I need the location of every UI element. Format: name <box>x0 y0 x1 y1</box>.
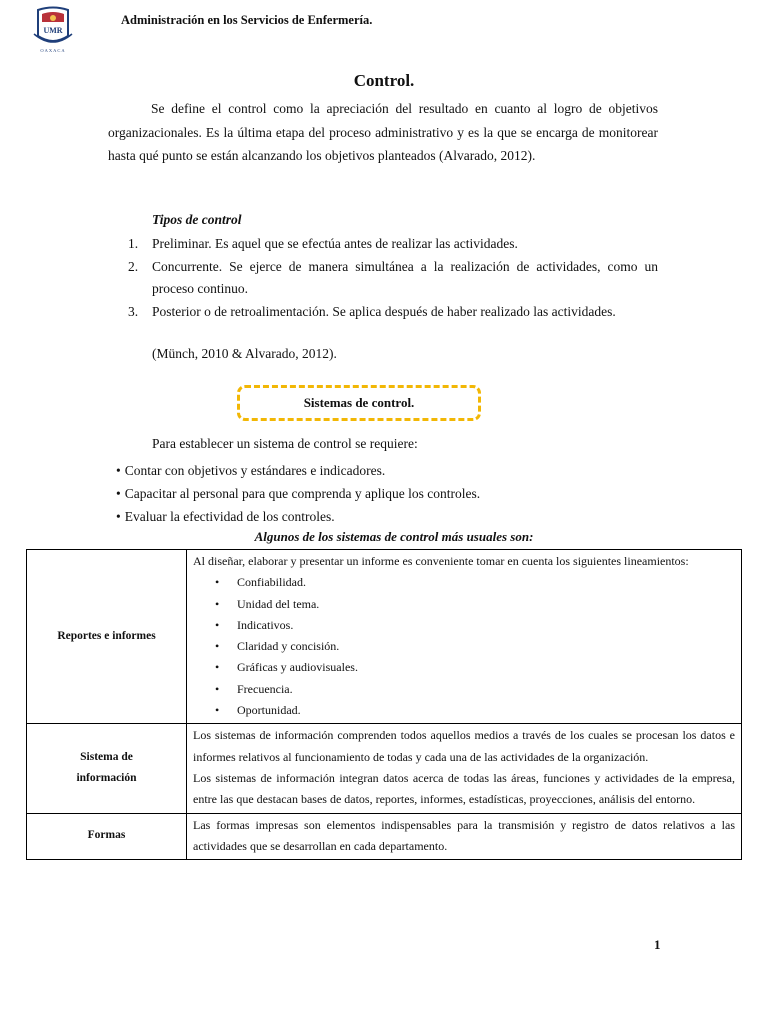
row-label: Reportes e informes <box>27 550 187 724</box>
table-row <box>27 550 742 724</box>
tipos-item-text: Posterior o de retroalimentación. Se aplica después de haber realizado las actividades. <box>152 303 616 319</box>
row-label: Formas <box>27 813 187 860</box>
guideline-item: • Oportunidad. <box>237 700 735 721</box>
tipos-item-number: 2. <box>128 258 139 274</box>
table-caption: Algunos de los sistemas de control más usuales son: <box>254 529 534 544</box>
requirements-intro: Para establecer un sistema de control se requiere: <box>152 436 418 451</box>
tipos-item-number: 3. <box>128 303 139 319</box>
guideline-item: • Indicativos. <box>237 615 735 636</box>
row-label <box>27 724 187 813</box>
guidelines-list <box>193 572 735 721</box>
bullet-icon: • <box>116 463 121 478</box>
row-description <box>187 813 742 860</box>
citation: (Münch, 2010 & Alvarado, 2012). <box>152 346 337 361</box>
requirement-text: Capacitar al personal para que comprenda y aplique los controles. <box>124 486 481 501</box>
sistemas-box-label: Sistemas de control. <box>303 395 415 410</box>
guideline-item: • Claridad y concisión. <box>237 636 735 657</box>
guideline-item: • Confiabilidad. <box>237 572 735 593</box>
row-paragraph: Los sistemas de información comprenden todos aquellos medios a través de los cuales se procesan los datos e informes relativos al funcionamiento de todas y cada una de las actividades de la organización. <box>193 728 735 764</box>
row-description <box>187 550 742 724</box>
guideline-item: • Gráficas y audiovisuales. <box>237 657 735 678</box>
row-description <box>187 724 742 813</box>
requirement-item <box>116 459 480 482</box>
control-systems-table <box>26 549 742 860</box>
tipos-item-number: 1. <box>128 236 139 251</box>
tipos-heading: Tipos de control <box>152 212 242 227</box>
tipos-item <box>108 301 658 324</box>
tipos-item-text: Preliminar. Es aquel que se efectúa antes de realizar las actividades. <box>152 236 518 251</box>
requirement-item <box>116 482 480 505</box>
requirement-text: Contar con objetivos y estándares e indicadores. <box>124 463 386 478</box>
requirement-item <box>116 505 480 528</box>
row-label-text: Sistema de información <box>76 750 137 784</box>
row-paragraph: Los sistemas de información integran datos acerca de todas las áreas, funciones y actividades de la empresa, entre las que destacan bases de datos, reportes, informes, estadísticas, proyecciones, análisis del entorno. <box>193 770 735 807</box>
tipos-item-text: Concurrente. Se ejerce de manera simultánea a la realización de actividades, como un proceso continuo. <box>152 258 658 296</box>
intro-paragraph <box>108 97 658 168</box>
intro-text: Se define el control como la apreciación del resultado en cuanto al logro de objetivos organizacionales. Es la última etapa del proceso administrativo y es la que se encarga de monitorear hasta qué punto se están alcanzando los objetivos planteados (Alvarado, 2012). <box>108 101 658 163</box>
logo-caption: OAXACA <box>40 48 66 53</box>
requirements-list <box>116 459 480 528</box>
guideline-item: • Frecuencia. <box>237 679 735 700</box>
row-paragraph: Al diseñar, elaborar y presentar un informe es conveniente tomar en cuenta los siguientes lineamientos: <box>193 554 689 568</box>
bullet-icon: • <box>116 486 121 501</box>
bullet-icon: • <box>116 509 121 524</box>
table-row <box>27 724 742 813</box>
logo-text: UMR <box>43 26 63 35</box>
page-number: 1 <box>654 937 661 952</box>
university-logo <box>30 6 76 54</box>
requirement-text: Evaluar la efectividad de los controles. <box>124 509 335 524</box>
tipos-item <box>108 233 658 256</box>
tipos-item <box>108 256 658 301</box>
sistemas-de-control-box <box>237 385 481 421</box>
row-paragraph: Las formas impresas son elementos indispensables para la transmisión y registro de datos relativos a las actividades que se desarrollan en cada departamento. <box>193 817 735 853</box>
guideline-item: • Unidad del tema. <box>237 594 735 615</box>
page-title: Control. <box>353 71 415 90</box>
tipos-list <box>108 233 658 323</box>
document-header-title: Administración en los Servicios de Enfermería. <box>121 13 373 27</box>
table-row <box>27 813 742 860</box>
